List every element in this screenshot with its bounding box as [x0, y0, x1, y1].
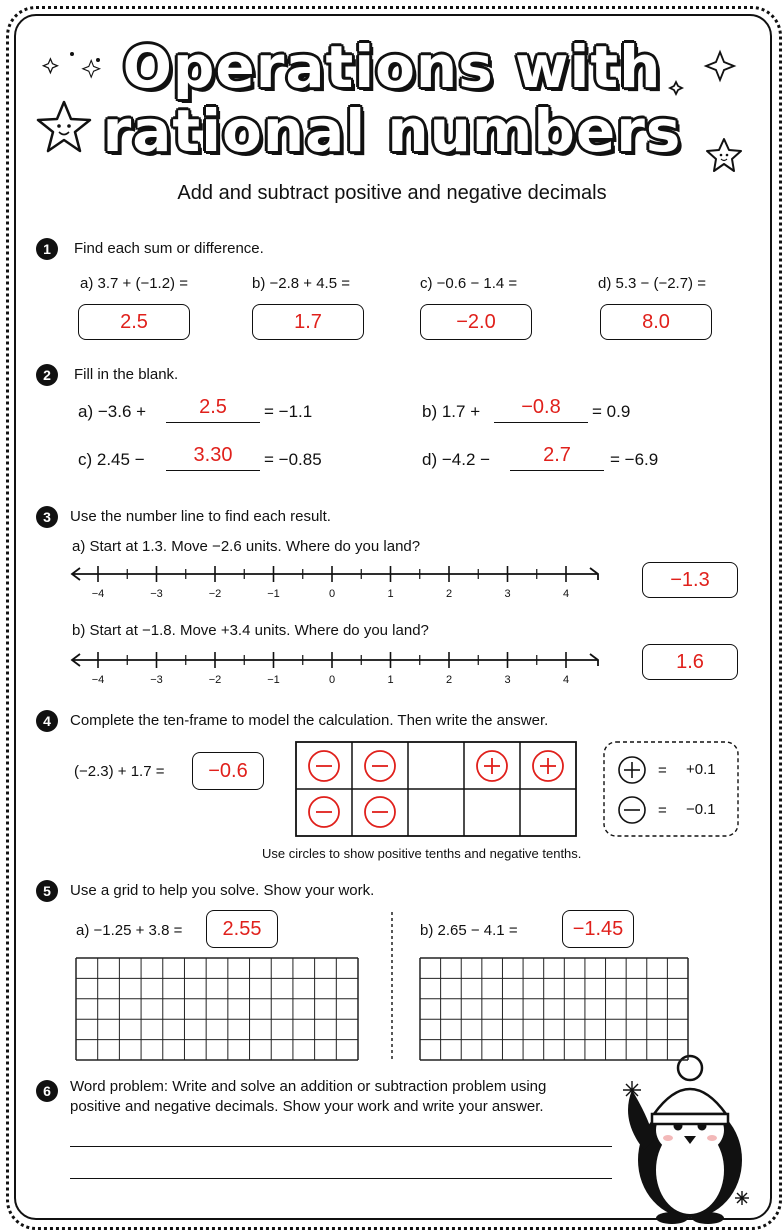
work-grid-a [76, 958, 358, 1060]
q1-item-b-label: b) −2.8 + 4.5 = [252, 275, 350, 292]
q2-item-d-left: d) −4.2 − [422, 450, 491, 469]
key-minus-value: −0.1 [686, 801, 716, 818]
question-2-prompt: Fill in the blank. [74, 366, 179, 383]
number-line-tick-label: −3 [150, 588, 163, 600]
q2-blank-c[interactable]: 3.30 [166, 444, 260, 471]
q1-answer-box-c[interactable]: −2.0 [420, 304, 532, 340]
number-line-tick-label: −1 [267, 674, 280, 686]
answer-writing-line-1[interactable] [70, 1146, 612, 1147]
answer-writing-line-2[interactable] [70, 1178, 612, 1179]
q1-answer-box-d[interactable]: 8.0 [600, 304, 712, 340]
q5-part-b-label: b) 2.65 − 4.1 = [420, 922, 518, 939]
q2-item-b-left: b) 1.7 + [422, 402, 481, 421]
number-line-tick-label: 1 [387, 674, 394, 686]
question-6-line1: Word problem: Write and solve an addition or subtraction problem using [70, 1078, 547, 1095]
number-line-tick-label: −2 [208, 674, 222, 686]
question-number-3: 3 [36, 506, 58, 528]
number-line-tick-label: 3 [504, 588, 511, 600]
number-line-tick-label: 1 [387, 588, 394, 600]
number-line-tick-label: 4 [562, 674, 570, 686]
number-line-tick-label: 2 [445, 674, 453, 686]
q3-part-a-label: a) Start at 1.3. Move −2.6 units. Where do you land? [72, 538, 421, 555]
q3-answer-box-a[interactable]: −1.3 [642, 562, 738, 598]
question-1-prompt: Find each sum or difference. [74, 240, 264, 257]
number-line-tick-label: −3 [150, 674, 163, 686]
q5-answer-box-a[interactable]: 2.55 [206, 910, 278, 948]
number-line-tick-label: −2 [208, 588, 222, 600]
q2-item-b-right: = 0.9 [592, 402, 631, 421]
number-line-tick-label: −4 [91, 588, 105, 600]
question-3-prompt: Use the number line to find each result. [70, 508, 331, 525]
q1-item-c-label: c) −0.6 − 1.4 = [420, 275, 518, 292]
question-number-2: 2 [36, 364, 58, 386]
q2-blank-b[interactable]: −0.8 [494, 396, 588, 423]
question-number-5: 5 [36, 880, 58, 902]
q2-item-d-right: = −6.9 [610, 450, 659, 469]
question-6-line2: positive and negative decimals. Show your work and write your answer. [70, 1098, 544, 1115]
number-line-tick-label: −4 [91, 674, 105, 686]
q1-answer-box-a[interactable]: 2.5 [78, 304, 190, 340]
q3-answer-box-b[interactable]: 1.6 [642, 644, 738, 680]
key-equals-minus: = [658, 802, 667, 819]
q2-item-a-right: = −1.1 [264, 402, 313, 421]
question-number-4: 4 [36, 710, 58, 732]
q2-item-c-left: c) 2.45 − [78, 450, 145, 469]
question-number-6: 6 [36, 1080, 58, 1102]
page-title-line2: rational numbers [102, 97, 682, 165]
number-line-tick-label: 3 [504, 674, 511, 686]
question-number-1: 1 [36, 238, 58, 260]
q5-part-a-label: a) −1.25 + 3.8 = [76, 922, 183, 939]
q2-item-c-right: = −0.85 [264, 450, 322, 469]
number-line-tick-label: 0 [328, 588, 336, 600]
number-line-tick-label: 2 [445, 588, 453, 600]
q1-item-a-label: a) 3.7 + (−1.2) = [80, 275, 188, 292]
q2-blank-a[interactable]: 2.5 [166, 396, 260, 423]
q2-item-a-left: a) −3.6 + [78, 402, 147, 421]
key-plus-value: +0.1 [686, 761, 716, 778]
q2-blank-d[interactable]: 2.7 [510, 444, 604, 471]
question-5-prompt: Use a grid to help you solve. Show your work. [70, 882, 375, 899]
key-equals-plus: = [658, 762, 667, 779]
work-grid-b [420, 958, 688, 1060]
q4-equation: (−2.3) + 1.7 = [74, 763, 165, 780]
q3-part-b-label: b) Start at −1.8. Move +3.4 units. Where do you land? [72, 622, 429, 639]
q1-item-d-label: d) 5.3 − (−2.7) = [598, 275, 706, 292]
number-line-tick-label: −1 [267, 588, 280, 600]
q4-caption: Use circles to show positive tenths and negative tenths. [262, 846, 582, 861]
q1-answer-box-b[interactable]: 1.7 [252, 304, 364, 340]
question-4-prompt: Complete the ten-frame to model the calculation. Then write the answer. [70, 712, 549, 729]
number-line-tick-label: 4 [562, 588, 570, 600]
number-line-tick-label: 0 [328, 674, 336, 686]
page-title-line1: Operations with [122, 33, 662, 101]
q4-answer-box[interactable]: −0.6 [192, 752, 264, 790]
page-subtitle: Add and subtract positive and negative decimals [177, 182, 607, 204]
q5-answer-box-b[interactable]: −1.45 [562, 910, 634, 948]
